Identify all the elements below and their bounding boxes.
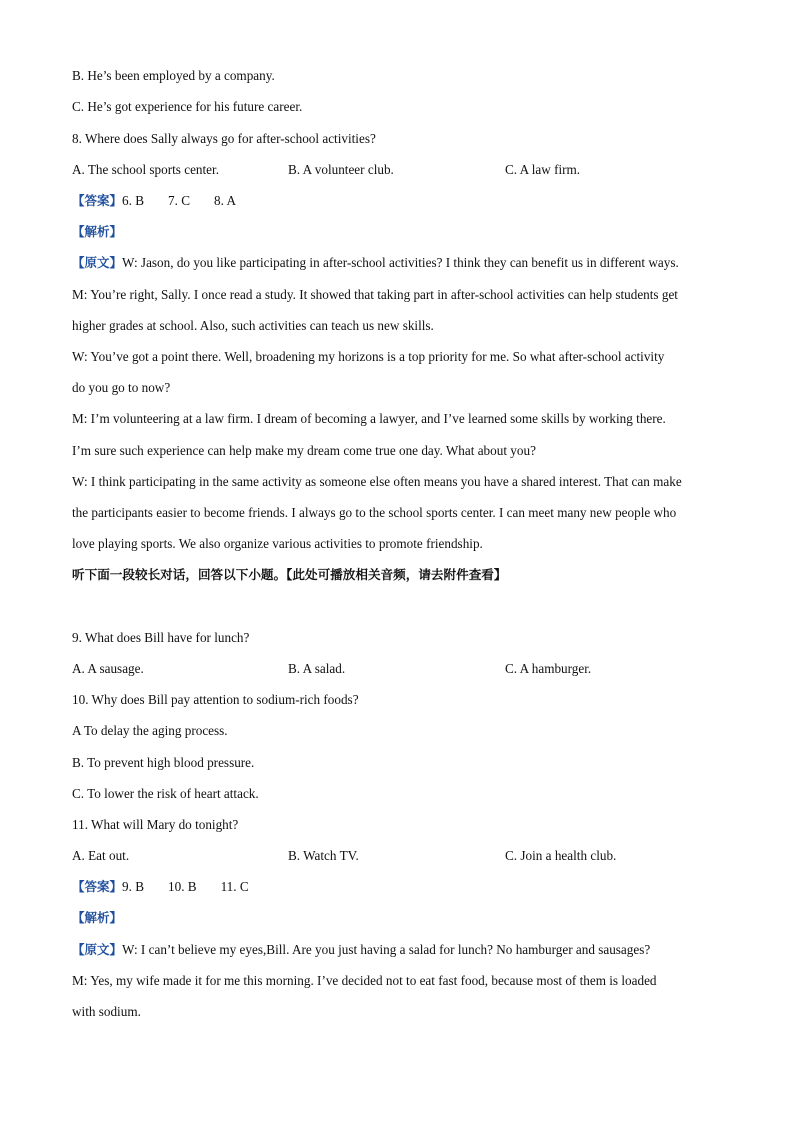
answer-item: 10. B (168, 879, 197, 894)
transcript1-line: W: You’ve got a point there. Well, broadening my horizons is a top priority for me. So what after-school activity (72, 349, 665, 364)
q9-option-a: A. A sausage. (72, 661, 144, 676)
transcript1-line: I’m sure such experience can help make my dream come true one day. What about you? (72, 443, 536, 458)
answer-line-2 (72, 878, 273, 896)
answer-tag: 【答案】 (72, 879, 123, 894)
transcript1-line (72, 254, 679, 272)
q11-option-a: A. Eat out. (72, 848, 130, 863)
q10-question: 10. Why does Bill pay attention to sodium-rich foods? (72, 692, 359, 707)
q7-option-c: C. He’s got experience for his future career. (72, 99, 303, 114)
q9-option-b: B. A salad. (288, 661, 346, 676)
q8-option-a: A. The school sports center. (72, 162, 219, 177)
transcript2-line (72, 941, 650, 959)
q8-option-b: B. A volunteer club. (288, 162, 394, 177)
transcript1-line: love playing sports. We also organize various activities to promote friendship. (72, 536, 483, 551)
q9-question: 9. What does Bill have for lunch? (72, 630, 250, 645)
answer-tag: 【答案】 (72, 193, 123, 208)
q9-option-c: C. A hamburger. (505, 661, 592, 676)
q8-question: 8. Where does Sally always go for after-school activities? (72, 131, 376, 146)
transcript1-line: do you go to now? (72, 380, 171, 395)
analysis-line-2 (72, 909, 122, 927)
transcript1-line: M: I’m volunteering at a law firm. I dream of becoming a lawyer, and I’ve learned some skills by working there. (72, 411, 666, 426)
q8-option-c: C. A law firm. (505, 162, 581, 177)
analysis-tag: 【解析】 (72, 224, 123, 239)
answer-item: 6. B (122, 193, 144, 208)
analysis-tag: 【解析】 (72, 910, 123, 925)
transcript-tag: 【原文】 (72, 255, 123, 270)
q7-option-b: B. He’s been employed by a company. (72, 68, 275, 83)
transcript-text: W: Jason, do you like participating in after-school activities? I think they can benefit us in different ways. (122, 255, 679, 270)
q11-option-c: C. Join a health club. (505, 848, 617, 863)
transcript-text: W: I can’t believe my eyes,Bill. Are you just having a salad for lunch? No hamburger and sausages? (122, 942, 651, 957)
q10-option-a: A To delay the aging process. (72, 723, 228, 738)
answer-item: 7. C (168, 193, 190, 208)
q10-option-b: B. To prevent high blood pressure. (72, 755, 255, 770)
transcript1-line: higher grades at school. Also, such activities can teach us new skills. (72, 318, 434, 333)
analysis-line-1 (72, 223, 122, 241)
section-instruction: 听下面一段较长对话，回答以下小题。【此处可播放相关音频，请去附件查看】 (72, 567, 507, 582)
transcript2-line: M: Yes, my wife made it for me this morning. I’ve decided not to eat fast food, because most of them is loaded (72, 973, 657, 988)
q11-option-b: B. Watch TV. (288, 848, 359, 863)
q10-option-c: C. To lower the risk of heart attack. (72, 786, 259, 801)
transcript-tag: 【原文】 (72, 942, 123, 957)
answer-item: 8. A (213, 193, 236, 208)
answer-item: 9. B (122, 879, 144, 894)
answer-item: 11. C (220, 879, 249, 894)
transcript1-line: W: I think participating in the same activity as someone else often means you have a shared interest. That can make (72, 474, 682, 489)
answer-line-1 (72, 192, 260, 210)
transcript1-line: M: You’re right, Sally. I once read a study. It showed that taking part in after-school activities can help students get (72, 287, 678, 302)
transcript2-line: with sodium. (72, 1004, 141, 1019)
transcript1-line: the participants easier to become friends. I always go to the school sports center. I can meet many new people who (72, 505, 677, 520)
q11-question: 11. What will Mary do tonight? (72, 817, 239, 832)
